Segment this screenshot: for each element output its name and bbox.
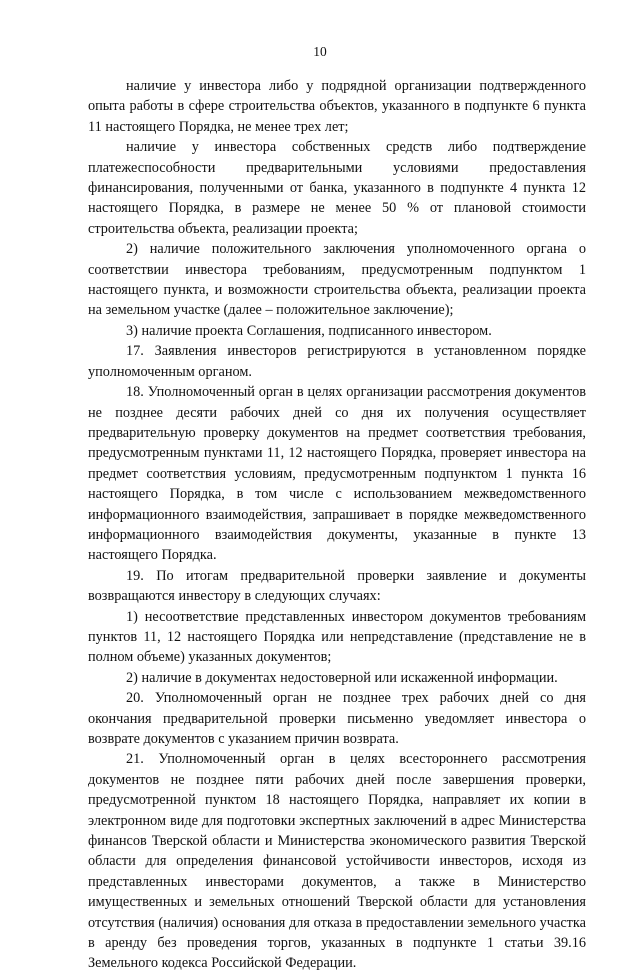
paragraph: 3) наличие проекта Соглашения, подписанного инвестором. [126, 322, 492, 339]
paragraph: наличие у инвестора собственных средств либо подтверждение платежеспособности предварительными условиями предоставления финансирования, полученными от банка, указанного в подпункте 4 пункта 12 настоящего Порядка, в размере не менее 50 % от плановой стоимости строительства объекта, реализации проекта; [88, 139, 586, 237]
paragraph: 19. По итогам предварительной проверки заявление и документы возвращаются инвестору в следующих случаях: [88, 567, 586, 605]
paragraph: 2) наличие положительного заключения уполномоченного органа о соответствии инвестора требованиям, предусмотренным подпунктом 1 настоящего пункта, и возможности строительства объекта, реализации проекта на земельном участке (далее – положительное заключение); [88, 241, 586, 319]
paragraph: 17. Заявления инвесторов регистрируются в установленном порядке уполномоченным органом. [88, 343, 586, 380]
document-body [88, 76, 586, 974]
paragraph: 1) несоответствие представленных инвестором документов требованиям пунктов 11, 12 настоящего Порядка или непредставление (представление не в полном объеме) указанных документов; [88, 608, 586, 666]
page-number: 10 [313, 44, 327, 59]
paragraph: 21. Уполномоченный орган в целях всестороннего рассмотрения документов не позднее пяти рабочих дней после завершения проверки, предусмотренной пунктом 18 настоящего Порядка, направляет их копии в электронном виде для подготовки экспертных заключений в адрес Министерства финансов Тверской области и Министерства экономического развития Тверской области для определения финансовой устойчивости инвесторов, исходя из представленных инвесторами документов, а также в Министерство имущественных и земельных отношений Тверской области для установления отсутствия (наличия) основания для отказа в предоставлении земельного участка в аренду без проведения торгов, указанных в подпункте 1 статьи 39.16 Земельного кодекса Российской Федерации. [88, 751, 586, 972]
paragraph: наличие у инвестора либо у подрядной организации подтвержденного опыта работы в сфере строительства объектов, указанного в подпункте 6 пункта 11 настоящего Порядка, не менее трех лет; [88, 78, 586, 135]
paragraph: 18. Уполномоченный орган в целях организации рассмотрения документов не позднее десяти рабочих дней со дня их получения осуществляет предварительную проверку документов на предмет соответствия требования, предусмотренным пунктами 11, 12 настоящего Порядка, проверяет инвестора на предмет соответствия условиям, предусмотренным подпунктом 1 пункта 16 настоящего Порядка, в том числе с использованием межведомственного информационного взаимодействия, запрашивает в порядке межведомственного информационного взаимодействия документы, указанные в пункте 13 настоящего Порядка. [88, 384, 586, 564]
paragraph: 20. Уполномоченный орган не позднее трех рабочих дней со дня окончания предварительной проверки письменно уведомляет инвестора о возврате документов с указанием причин возврата. [88, 690, 586, 747]
paragraph: 2) наличие в документах недостоверной или искаженной информации. [126, 669, 558, 686]
